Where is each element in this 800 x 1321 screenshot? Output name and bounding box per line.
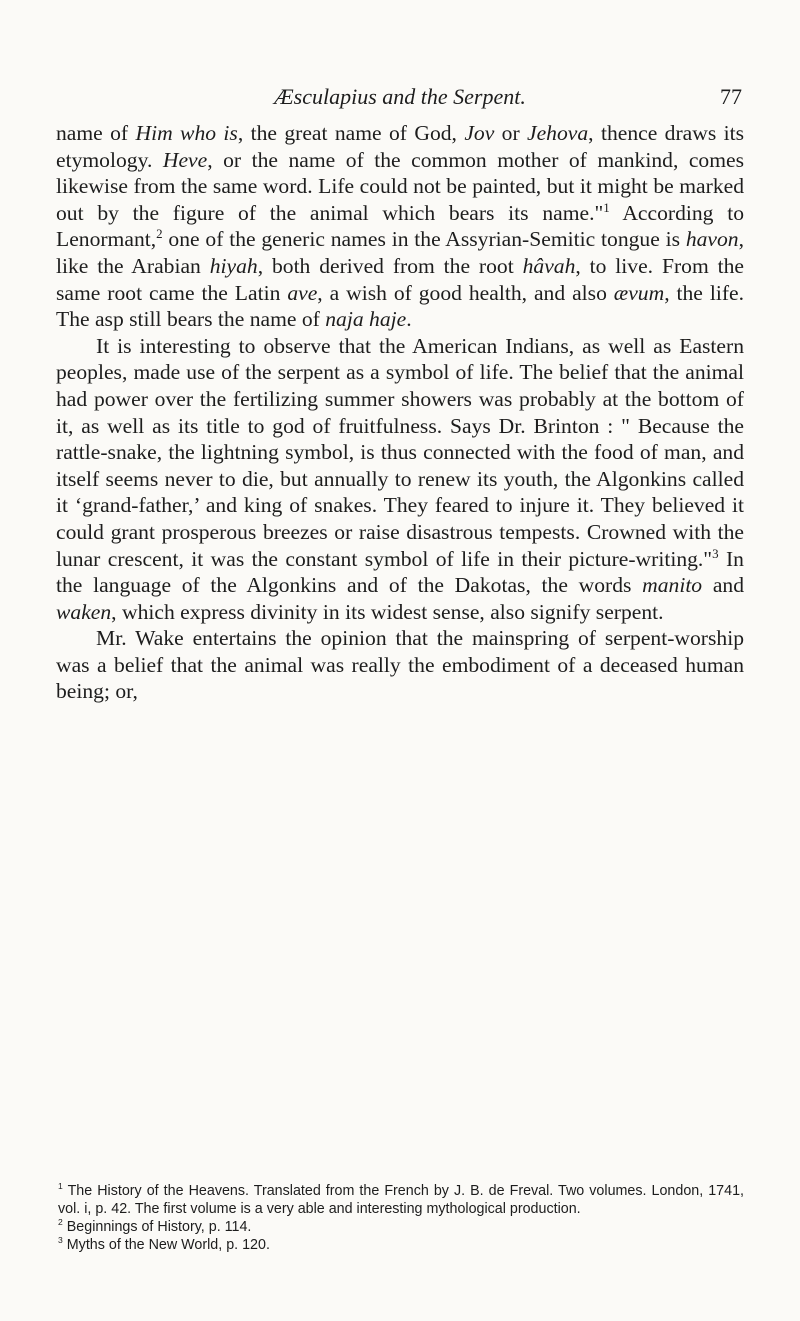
page-header <box>0 84 800 114</box>
footnote-ref-1: 1 <box>603 199 610 215</box>
paragraph-3: Mr. Wake entertains the opinion that the mainspring of serpent-worship was a belief that the animal was really the embodiment of a deceased human being; or, <box>56 626 744 704</box>
paragraph-2: It is interesting to observe that the American Indians, as well as Eastern peoples, made use of the serpent as a symbol of life. The belief that the animal had power over the fertilizing summer showers was probably at the bottom of it, as well as its title to god of fruitfulness. Says Dr. Brinton : " Because the rattle-snake, the lightning symbol, is thus connected with the food of man, and itself seems never to die, but annually to renew its youth, the Algonkins called it ‘grand-father,’ and king of snakes. They feared to injure it. They believed it could grant prosperous breezes or raise disastrous tempests. Crowned with the lunar crescent, it was the constant symbol of life in their picture-writing."$^3$ In the language of the Algonkins and of the Dakotas, the words manito and waken, which express divinity in its widest sense, also signify serpent. <box>56 333 744 624</box>
footnotes <box>56 1182 744 1254</box>
footnote-ref-2: 2 <box>156 226 163 242</box>
page-number: 77 <box>720 84 742 109</box>
footnote-ref-3: 3 <box>712 545 719 561</box>
footnote-2: $^2$ Beginnings of History, p. 114. <box>58 1217 252 1235</box>
footnote-1: $^1$ The History of the Heavens. Translated from the French by J. B. de Freval. Two volumes. London, 1741, vol. i, p. 42. The first volume is a very able and interesting mythological production. <box>58 1181 745 1217</box>
paragraph-1: name of Him who is, the great name of God, Jov or Jehova, thence draws its etymology. Heve, or the name of the common mother of mankind, comes likewise from the same word. Life could not be painted, but it might be marked out by the figure of the animal which bears its name."$^1$ According to Lenormant,$^2$ one of the generic names in the Assyrian-Semitic tongue is havon, like the Arabian hiyah, both derived from the root hâvah, to live. From the same root came the Latin ave, a wish of good health, and also ævum, the life. The asp still bears the name of naja haje. <box>56 121 745 332</box>
footnote-3: $^3$ Myths of the New World, p. 120. <box>58 1235 270 1253</box>
body-text <box>56 120 744 705</box>
running-title: Æsculapius and the Serpent. <box>274 84 526 109</box>
